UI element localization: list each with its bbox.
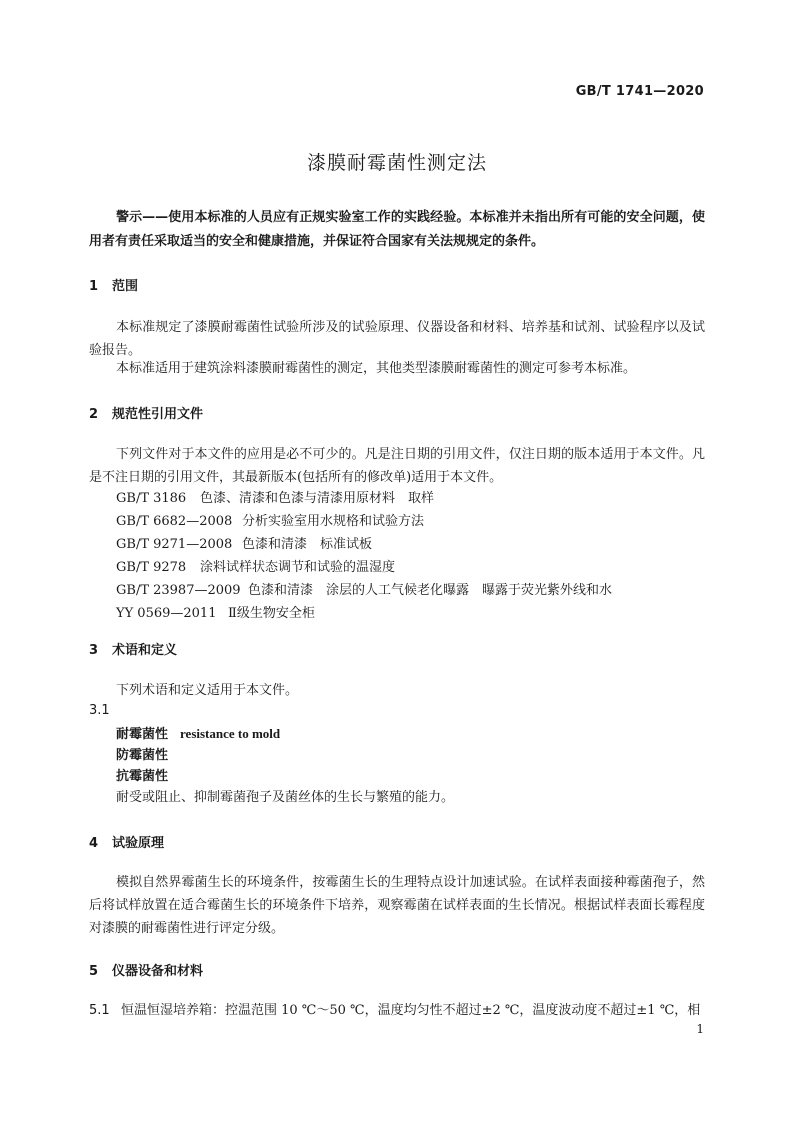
standard-code: GB/T 1741—2020 — [575, 84, 704, 99]
reference-code: GB/T 9278 — [116, 560, 187, 575]
term-synonym-1: 防霉菌性 — [116, 748, 169, 763]
document-title: 漆膜耐霉菌性测定法 — [306, 152, 487, 174]
warning-paragraph: 警示——使用本标准的人员应有正规实验室工作的实践经验。本标准并未指出所有可能的安全问题，使用者有责任采取适当的安全和健康措施，并保证符合国家有关法规规定的条件。 — [89, 210, 705, 249]
section-1-heading — [89, 275, 138, 294]
reference-list — [116, 487, 706, 625]
reference-item — [116, 487, 706, 510]
term-synonym-2: 抗霉菌性 — [116, 769, 169, 784]
term-chinese: 耐霉菌性 — [116, 727, 169, 742]
section-number: 2 — [89, 407, 99, 422]
section-number: 3 — [89, 643, 99, 658]
term-number: 3.1 — [89, 703, 110, 718]
reference-name: 涂料试样状态调节和试验的温湿度 — [200, 560, 396, 575]
reference-code: YY 0569—2011 — [116, 606, 217, 621]
reference-code: GB/T 9271—2008 — [116, 537, 233, 552]
section-3-heading — [89, 639, 177, 658]
item-number: 5.1 — [89, 1003, 110, 1018]
reference-code: GB/T 6682—2008 — [116, 514, 233, 529]
item-text: 恒温恒湿培养箱：控温范围 10 ℃～50 ℃，温度均匀性不超过±2 ℃，温度波动度不超过±1 ℃，相 — [121, 1003, 701, 1018]
reference-name: 色漆和清漆 涂层的人工气候老化曝露 曝露于荧光紫外线和水 — [248, 583, 613, 598]
reference-item — [116, 533, 706, 556]
reference-item — [116, 579, 706, 602]
section-title: 术语和定义 — [112, 643, 178, 658]
principle-paragraph: 模拟自然界霉菌生长的环境条件，按霉菌生长的生理特点设计加速试验。在试样表面接种霉菌孢子，然后将试样放置在适合霉菌生长的环境条件下培养，观察霉菌在试样表面的生长情况。根据试样表面长霉程度对漆膜的耐霉菌性进行评定分级。 — [89, 875, 705, 936]
term-line — [116, 723, 706, 745]
terms-intro: 下列术语和定义适用于本文件。 — [116, 683, 299, 698]
reference-item — [116, 602, 706, 625]
section-title: 规范性引用文件 — [112, 407, 204, 422]
section-4-heading — [89, 832, 164, 851]
reference-item — [116, 510, 706, 533]
term-english: resistance to mold — [180, 726, 281, 741]
reference-code: GB/T 23987—2009 — [116, 583, 241, 598]
term-definition: 耐受或阻止、抑制霉菌孢子及菌丝体的生长与繁殖的能力。 — [116, 790, 455, 805]
reference-item — [116, 556, 706, 579]
section-2-heading — [89, 403, 203, 422]
scope-paragraph-2: 本标准适用于建筑涂料漆膜耐霉菌性的测定，其他类型漆膜耐霉菌性的测定可参考本标准。 — [116, 361, 637, 376]
section-number: 5 — [89, 964, 99, 979]
reference-name: Ⅱ级生物安全柜 — [228, 606, 315, 621]
reference-code: GB/T 3186 — [116, 491, 187, 506]
item-5-1 — [89, 999, 705, 1022]
page-number: 1 — [696, 1022, 704, 1036]
reference-name: 色漆和清漆 标准试板 — [242, 537, 373, 552]
section-number: 4 — [89, 836, 99, 851]
section-number: 1 — [89, 279, 99, 294]
term-entry — [116, 723, 706, 808]
references-intro: 下列文件对于本文件的应用是必不可少的。凡是注日期的引用文件，仅注日期的版本适用于本文件。凡是不注日期的引用文件，其最新版本(包括所有的修改单)适用于本文件。 — [89, 447, 705, 485]
reference-name: 分析实验室用水规格和试验方法 — [242, 514, 425, 529]
section-title: 试验原理 — [112, 836, 165, 851]
reference-name: 色漆、清漆和色漆与清漆用原材料 取样 — [200, 491, 435, 506]
section-title: 仪器设备和材料 — [112, 964, 204, 979]
section-title: 范围 — [112, 279, 139, 294]
section-5-heading — [89, 960, 203, 979]
scope-paragraph-1: 本标准规定了漆膜耐霉菌性试验所涉及的试验原理、仪器设备和材料、培养基和试剂、试验程序以及试验报告。 — [89, 320, 705, 358]
